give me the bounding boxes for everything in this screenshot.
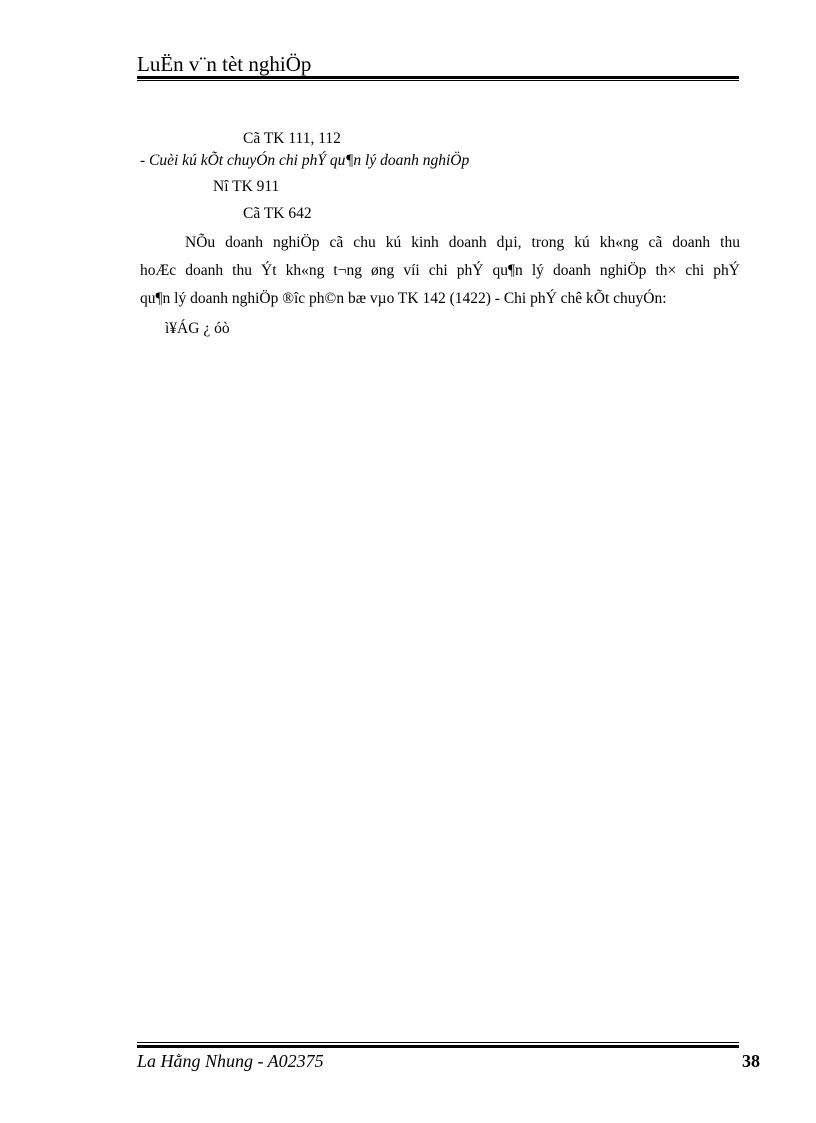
symbol-line: ì¥ÁG ¿ óò (165, 320, 230, 337)
footer-rule-thin (137, 1042, 739, 1043)
credit-line-2: Cã TK 642 (243, 205, 312, 222)
footer-rule-thick (137, 1045, 739, 1048)
credit-line-1: Cã TK 111, 112 (243, 130, 341, 147)
debit-line: Nî TK 911 (213, 178, 280, 195)
header-rule-thick (137, 76, 739, 79)
paragraph-line-1: NÕu doanh nghiÖp cã chu kú kinh doanh dµi, trong kú kh«ng cã doanh thu (185, 234, 740, 251)
page-number: 38 (742, 1051, 760, 1071)
page-header-title: LuËn v¨n tèt nghiÖp (137, 52, 312, 76)
closing-entry-heading: - Cuèi kú kÕt chuyÓn chi phÝ qu¶n lý doanh nghiÖp (140, 152, 470, 169)
paragraph-line-3: qu¶n lý doanh nghiÖp ®îc ph©n bæ vµo TK 142 (1422) - Chi phÝ chê kÕt chuyÓn: (140, 290, 667, 307)
header-rule-thin (137, 80, 739, 81)
footer-author: La Hằng Nhung - A02375 (137, 1051, 324, 1071)
paragraph-line-2: hoÆc doanh thu Ýt kh«ng t¬ng øng víi chi phÝ qu¶n lý doanh nghiÖp th× chi phÝ (140, 262, 740, 279)
